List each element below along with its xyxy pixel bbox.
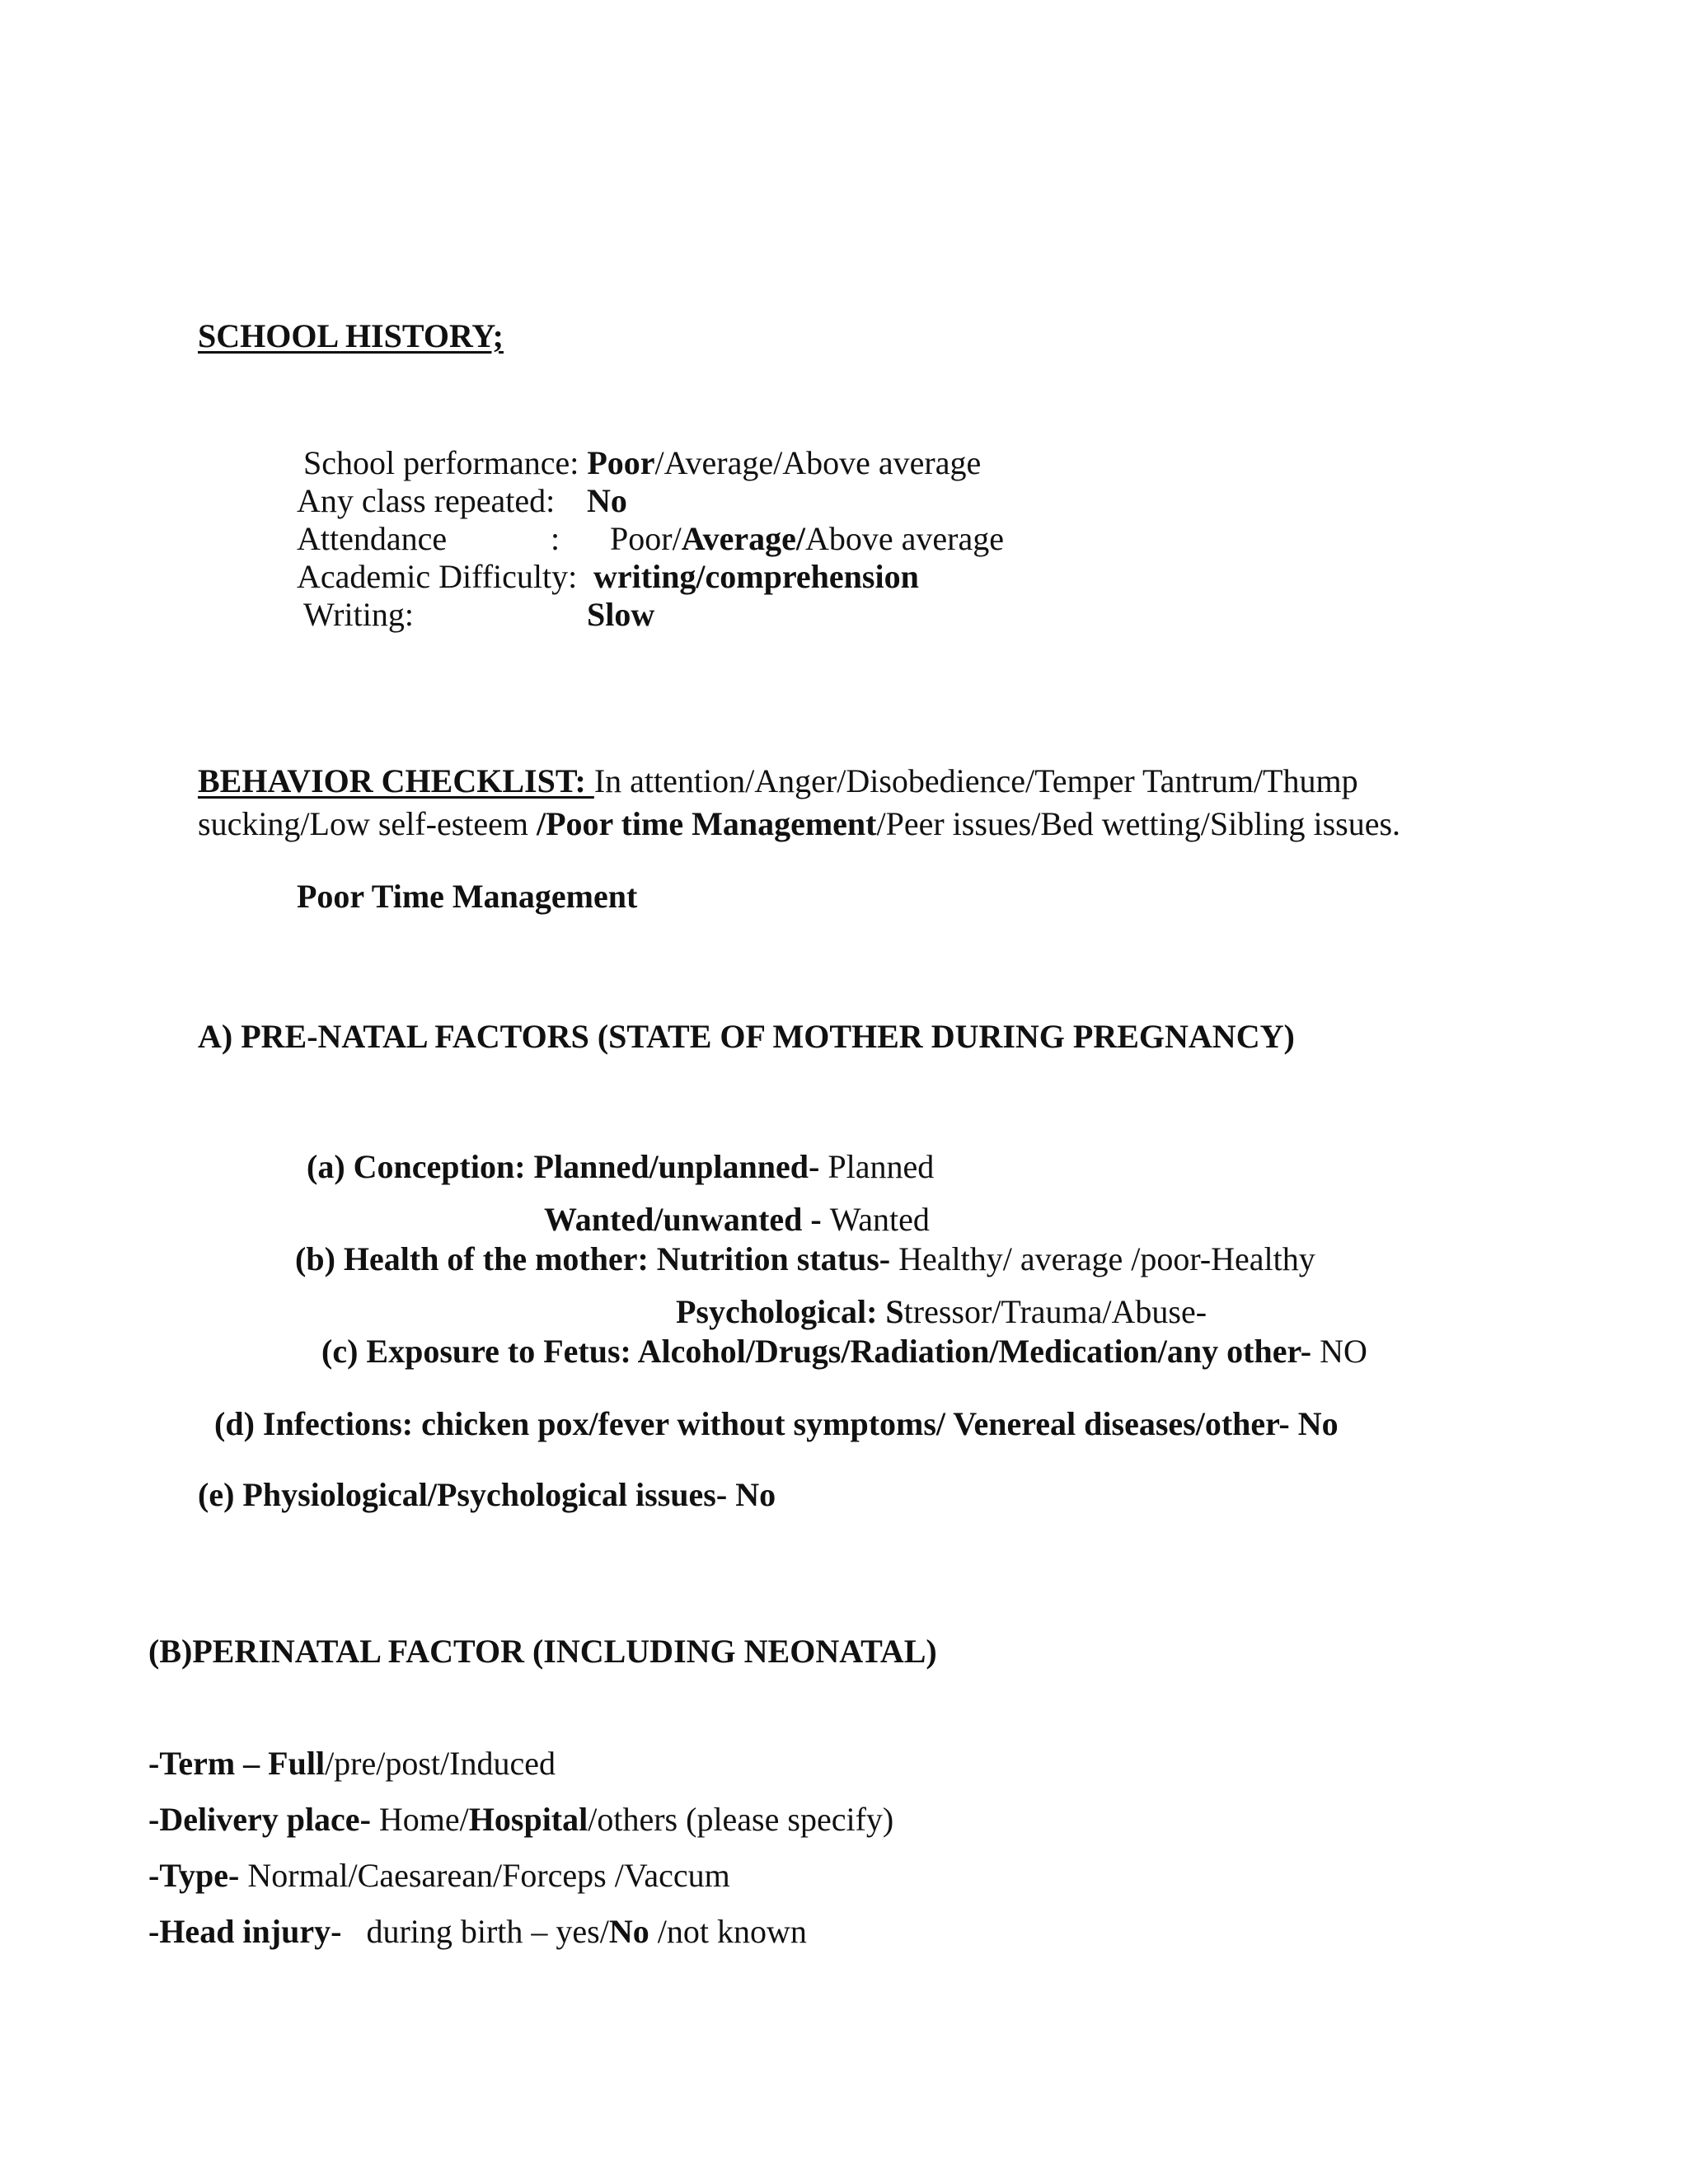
health-of-mother-value: Healthy/ average /poor-Healthy: [898, 1240, 1315, 1277]
delivery-selected: Hospital: [468, 1801, 588, 1838]
psychological-row: [676, 1292, 1207, 1332]
prenatal-heading: A) PRE-NATAL FACTORS (STATE OF MOTHER DURING PREGNANCY): [198, 1018, 1295, 1055]
conception-row: [307, 1147, 934, 1187]
term-label: -Term – Full: [148, 1745, 326, 1782]
delivery-place-row: [148, 1800, 893, 1840]
school-history-heading: SCHOOL HISTORY;: [198, 317, 504, 354]
school-performance-row: [303, 443, 981, 483]
class-repeated-value: No: [587, 482, 627, 519]
behavior-summary: Poor Time Management: [297, 878, 638, 915]
behavior-checklist-heading: BEHAVIOR CHECKLIST:: [198, 762, 594, 799]
academic-difficulty-label: Academic Difficulty:: [297, 558, 578, 595]
behavior-line-1: [198, 762, 1358, 801]
head-injury-selected: No: [608, 1913, 649, 1950]
attendance-selected: Average/: [681, 520, 805, 557]
school-performance-label: School performance:: [303, 444, 588, 481]
physiological-row: (e) Physiological/Psychological issues- No: [198, 1476, 776, 1513]
wanted-label: Wanted/unwanted -: [544, 1201, 830, 1238]
term-options: /pre/post/Induced: [325, 1745, 556, 1782]
attendance-option-poor: Poor/: [610, 520, 682, 557]
academic-difficulty-value: writing/comprehension: [593, 558, 919, 595]
class-repeated-label: Any class repeated:: [297, 482, 556, 519]
attendance-option-above: Above average: [804, 520, 1004, 557]
exposure-row: [321, 1332, 1367, 1371]
psychological-value: tressor/Trauma/Abuse-: [903, 1293, 1207, 1330]
type-row: [148, 1856, 730, 1896]
writing-label: Writing:: [303, 596, 414, 633]
delivery-option-home: Home/: [378, 1801, 469, 1838]
conception-value: Planned: [828, 1148, 935, 1185]
exposure-value: NO: [1320, 1333, 1367, 1370]
term-row: [148, 1744, 556, 1783]
head-injury-label: -Head injury-: [148, 1913, 342, 1950]
behavior-options-line-1: In attention/Anger/Disobedience/Temper Tantrum/Thump: [593, 762, 1358, 799]
head-injury-options-rest: /not known: [649, 1913, 807, 1950]
head-injury-row: [148, 1912, 807, 1952]
delivery-options-rest: /others (please specify): [588, 1801, 894, 1838]
behavior-options-line-2-pre: sucking/Low self-esteem: [198, 805, 537, 842]
behavior-selected: /Poor time Management: [537, 805, 877, 842]
wanted-row: [544, 1200, 930, 1240]
attendance-options: [610, 519, 1004, 559]
school-performance-options: /Average/Above average: [654, 444, 982, 481]
exposure-label: (c) Exposure to Fetus: Alcohol/Drugs/Radiation/Medication/any other-: [321, 1333, 1320, 1370]
behavior-line-2: [198, 804, 1400, 844]
school-performance-selected: Poor: [587, 444, 655, 481]
delivery-place-label: -Delivery place-: [148, 1801, 379, 1838]
infections-row: (d) Infections: chicken pox/fever without symptoms/ Venereal diseases/other- No: [214, 1405, 1339, 1442]
attendance-label: Attendance: [297, 520, 448, 557]
behavior-options-line-2-rest: /Peer issues/Bed wetting/Sibling issues.: [876, 805, 1401, 842]
class-repeated-row: [297, 481, 555, 521]
type-label: -Type-: [148, 1857, 248, 1894]
head-injury-options-pre: during birth – yes/: [341, 1913, 609, 1950]
wanted-value: Wanted: [829, 1201, 930, 1238]
type-options: Normal/Caesarean/Forceps /Vaccum: [247, 1857, 730, 1894]
attendance-colon: :: [551, 520, 560, 557]
writing-value: Slow: [587, 596, 655, 633]
perinatal-heading: (B)PERINATAL FACTOR (INCLUDING NEONATAL): [148, 1633, 937, 1670]
psychological-label: Psychological: S: [676, 1293, 904, 1330]
conception-label: (a) Conception: Planned/unplanned-: [307, 1148, 828, 1185]
health-of-mother-row: [295, 1240, 1315, 1279]
health-of-mother-label: (b) Health of the mother: Nutrition status-: [295, 1240, 899, 1277]
